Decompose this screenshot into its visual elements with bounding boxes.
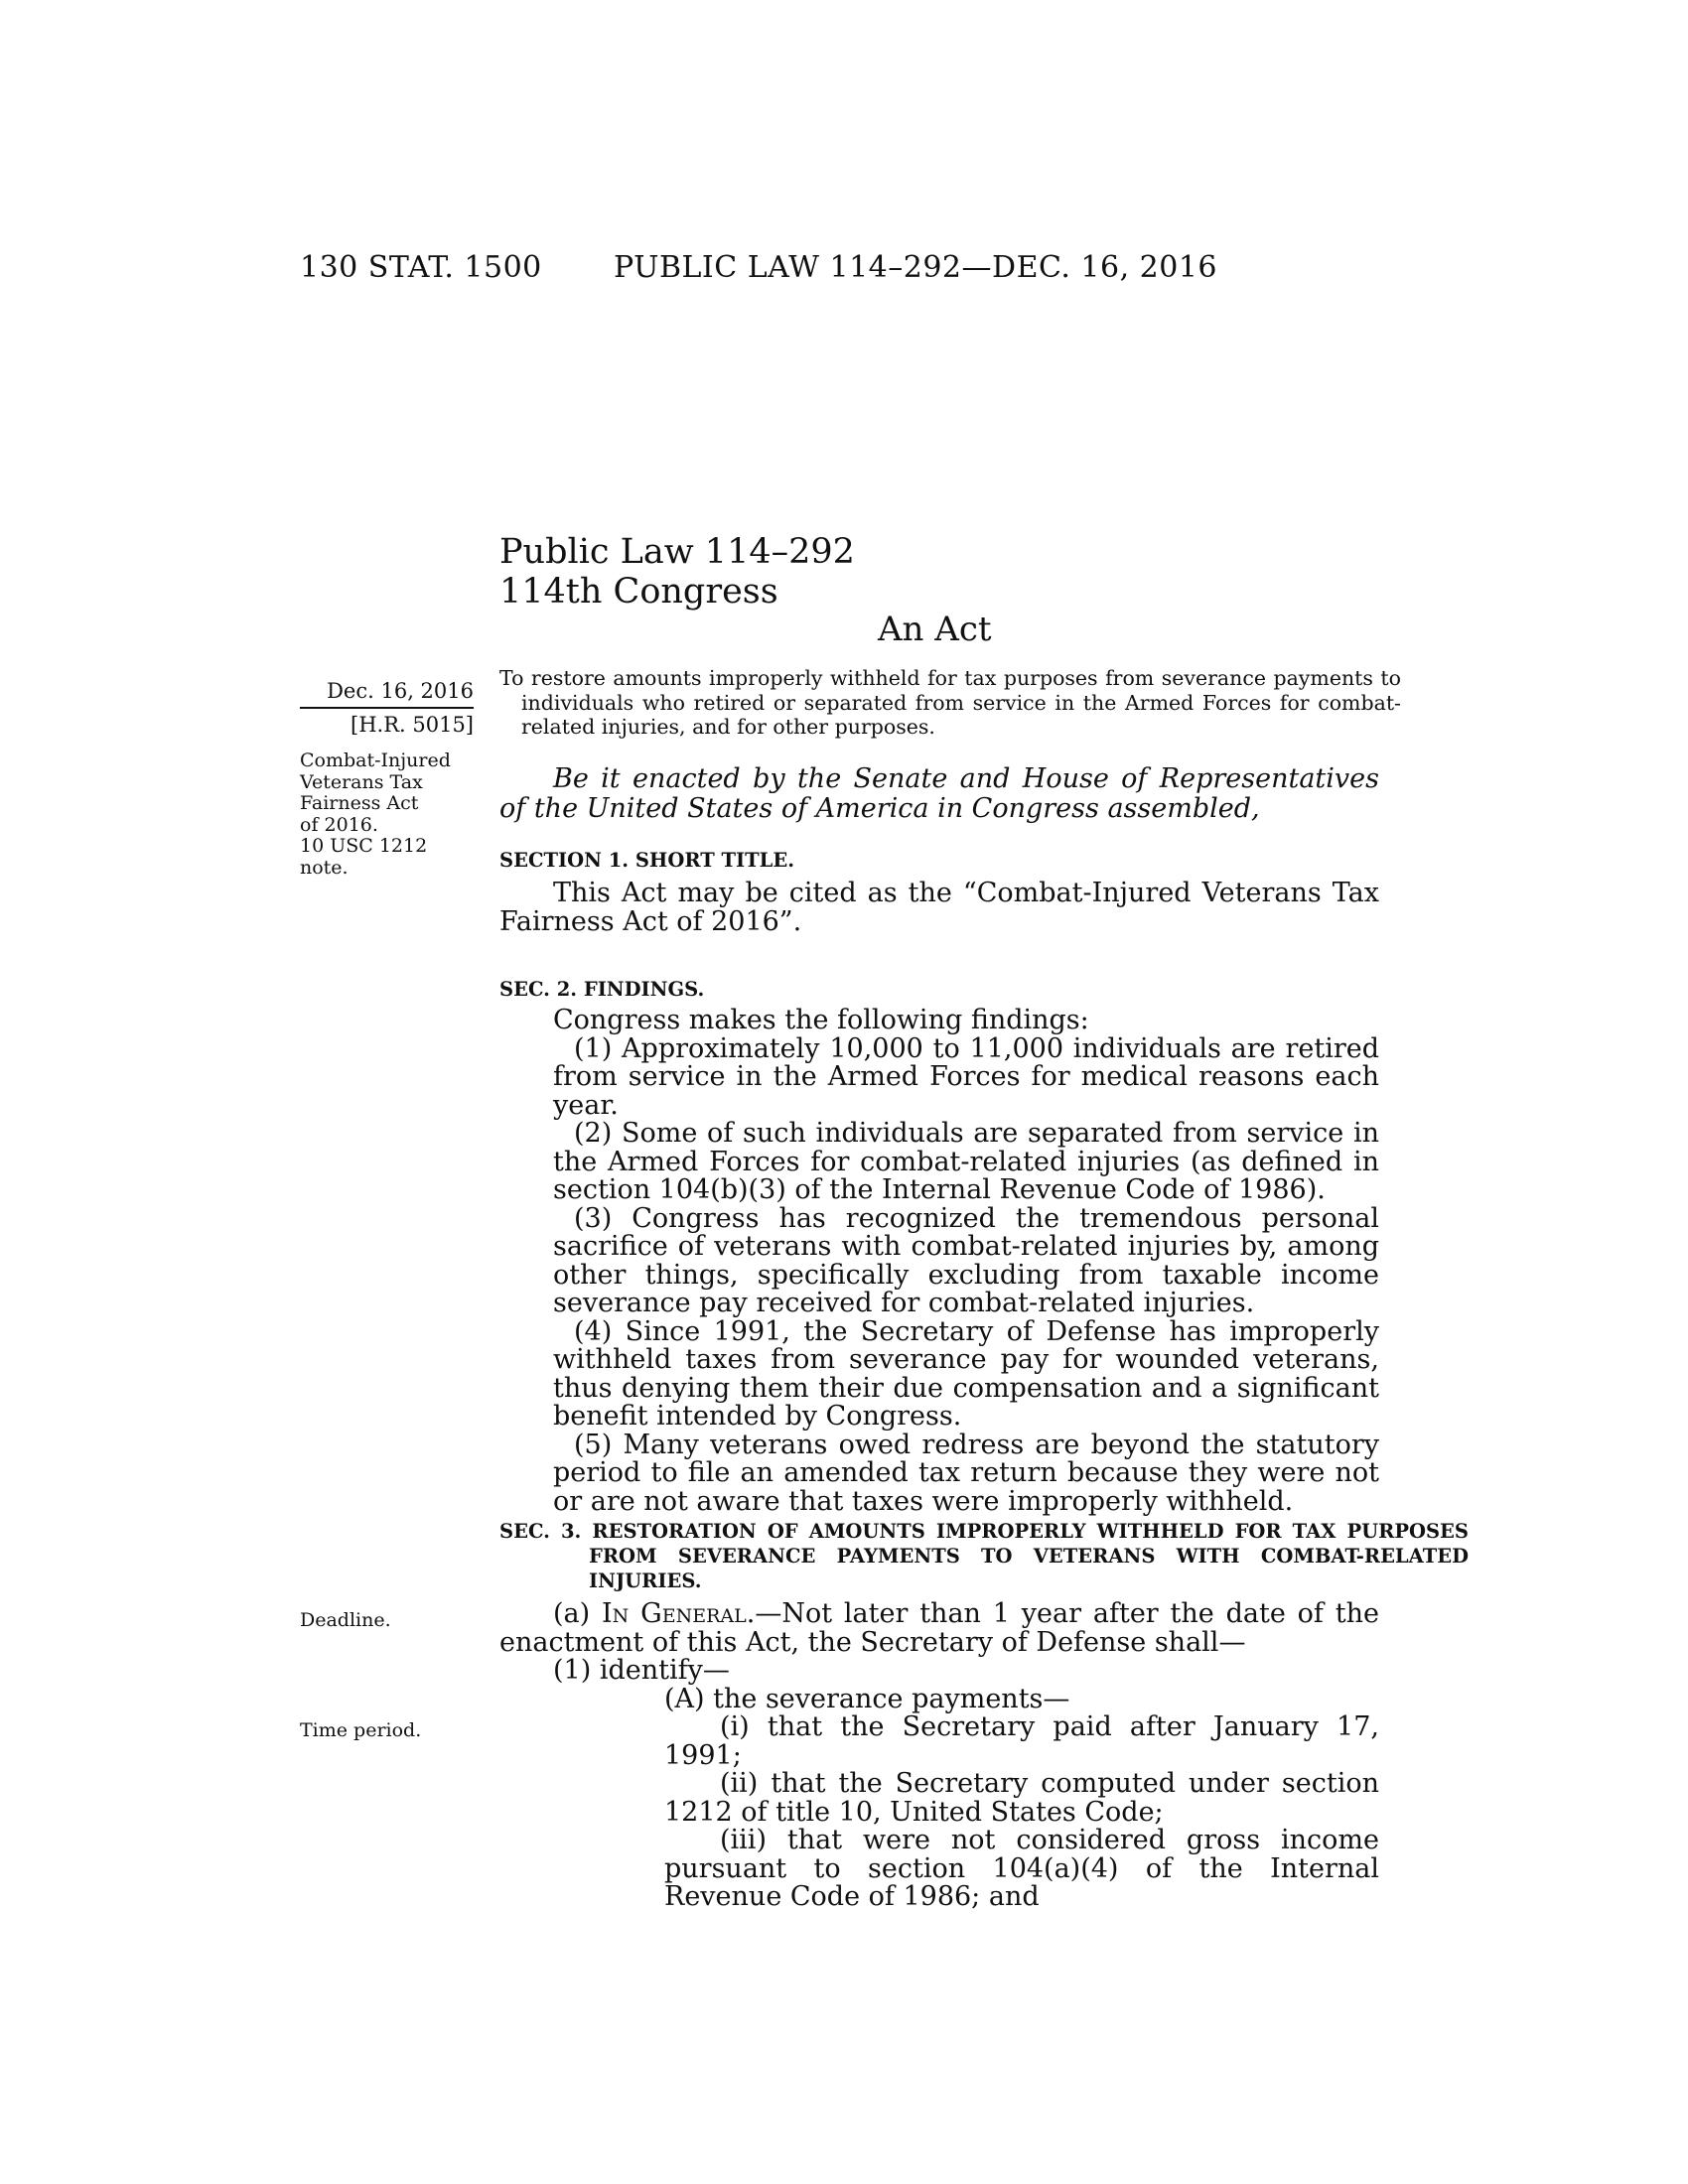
- statute-page-number: 130 STAT. 1500: [300, 250, 542, 285]
- margin-note-line: 10 USC 1212: [300, 835, 428, 857]
- margin-note-line: Veterans Tax: [300, 770, 423, 793]
- margin-date-block: [300, 679, 474, 737]
- clause-iii: (iii) that were not considered gross income pursuant to section 104(a)(4) of the Internal Revenue Code of 1986; and: [664, 1825, 1379, 1912]
- findings-list: [499, 1007, 1379, 1516]
- margin-rule: [300, 707, 474, 709]
- margin-note-line: Fairness Act: [300, 792, 419, 814]
- public-law-title: Public Law 114–292: [499, 532, 855, 572]
- finding-item: (1) Approximately 10,000 to 11,000 individuals are retired from service in the Armed Forces for medical reasons each year.: [553, 1032, 1379, 1121]
- clause-ii: (ii) that the Secretary computed under section 1212 of title 10, United States Code;: [664, 1768, 1379, 1828]
- enacting-clause: Be it enacted by the Senate and House of Representatives of the United States of America in Congress assembled,: [499, 763, 1379, 824]
- paragraph-1: (1) identify—: [553, 1655, 730, 1686]
- finding-item: (3) Congress has recognized the tremendous personal sacrifice of veterans with combat-related injuries by, among other things, specifically excluding from taxable income severance pay received for combat-related injuries.: [553, 1202, 1379, 1318]
- subsection-a-text: .—Not later than 1 year after the date of the enactment of this Act, the Secretary of Defense shall—: [499, 1598, 1379, 1658]
- margin-note-line: note.: [300, 856, 349, 879]
- subsection-a: [499, 1600, 1379, 1657]
- section-1-text: This Act may be cited as the “Combat-Injured Veterans Tax Fairness Act of 2016”.: [499, 878, 1379, 937]
- act-label: An Act: [878, 610, 992, 649]
- section-3-body: [499, 1600, 1379, 1912]
- margin-deadline-note: Deadline.: [300, 1609, 391, 1631]
- findings-intro: Congress makes the following findings:: [553, 1005, 1089, 1035]
- running-head: PUBLIC LAW 114–292—DEC. 16, 2016: [614, 250, 1218, 285]
- finding-item: (4) Since 1991, the Secretary of Defense has improperly withheld taxes from severance pay for wounded veterans, thus denying them their due compensation and a significant benefit intended by Congress.: [553, 1315, 1379, 1432]
- finding-item: (5) Many veterans owed redress are beyond the statutory period to file an amended tax return because they were not or are not aware that taxes were improperly withheld.: [553, 1429, 1379, 1517]
- subparagraph-a: (A) the severance payments—: [664, 1683, 1070, 1714]
- clause-i: (i) that the Secretary paid after January 17, 1991;: [664, 1711, 1379, 1771]
- subsection-a-label: (a): [553, 1598, 603, 1629]
- finding-item: (2) Some of such individuals are separated from service in the Armed Forces for combat-related injuries (as defined in section 104(b)(3) of the Internal Revenue Code of 1986).: [553, 1118, 1379, 1205]
- section-3-heading: SEC. 3. RESTORATION OF AMOUNTS IMPROPERLY WITHHELD FOR TAX PURPOSES FROM SEVERANCE PAYMENTS TO VETERANS WITH COMBAT-RELATED INJURIES.: [499, 1520, 1469, 1592]
- margin-short-title-note: [300, 751, 459, 879]
- margin-date: Dec. 16, 2016: [327, 679, 474, 703]
- long-title: To restore amounts improperly withheld for tax purposes from severance payments to individuals who retired or separated from service in the Armed Forces for combat-related injuries, and for other purposes.: [499, 666, 1401, 739]
- subsection-a-caption: In General: [602, 1598, 747, 1629]
- margin-note-line: of 2016.: [300, 813, 378, 836]
- margin-note-line: Combat-Injured: [300, 750, 451, 771]
- section-1-heading: SECTION 1. SHORT TITLE.: [499, 849, 795, 872]
- section-2-heading: SEC. 2. FINDINGS.: [499, 978, 705, 1001]
- margin-bill-number: [H.R. 5015]: [351, 713, 474, 737]
- congress-label: 114th Congress: [499, 572, 778, 612]
- margin-time-period-note: Time period.: [300, 1719, 422, 1741]
